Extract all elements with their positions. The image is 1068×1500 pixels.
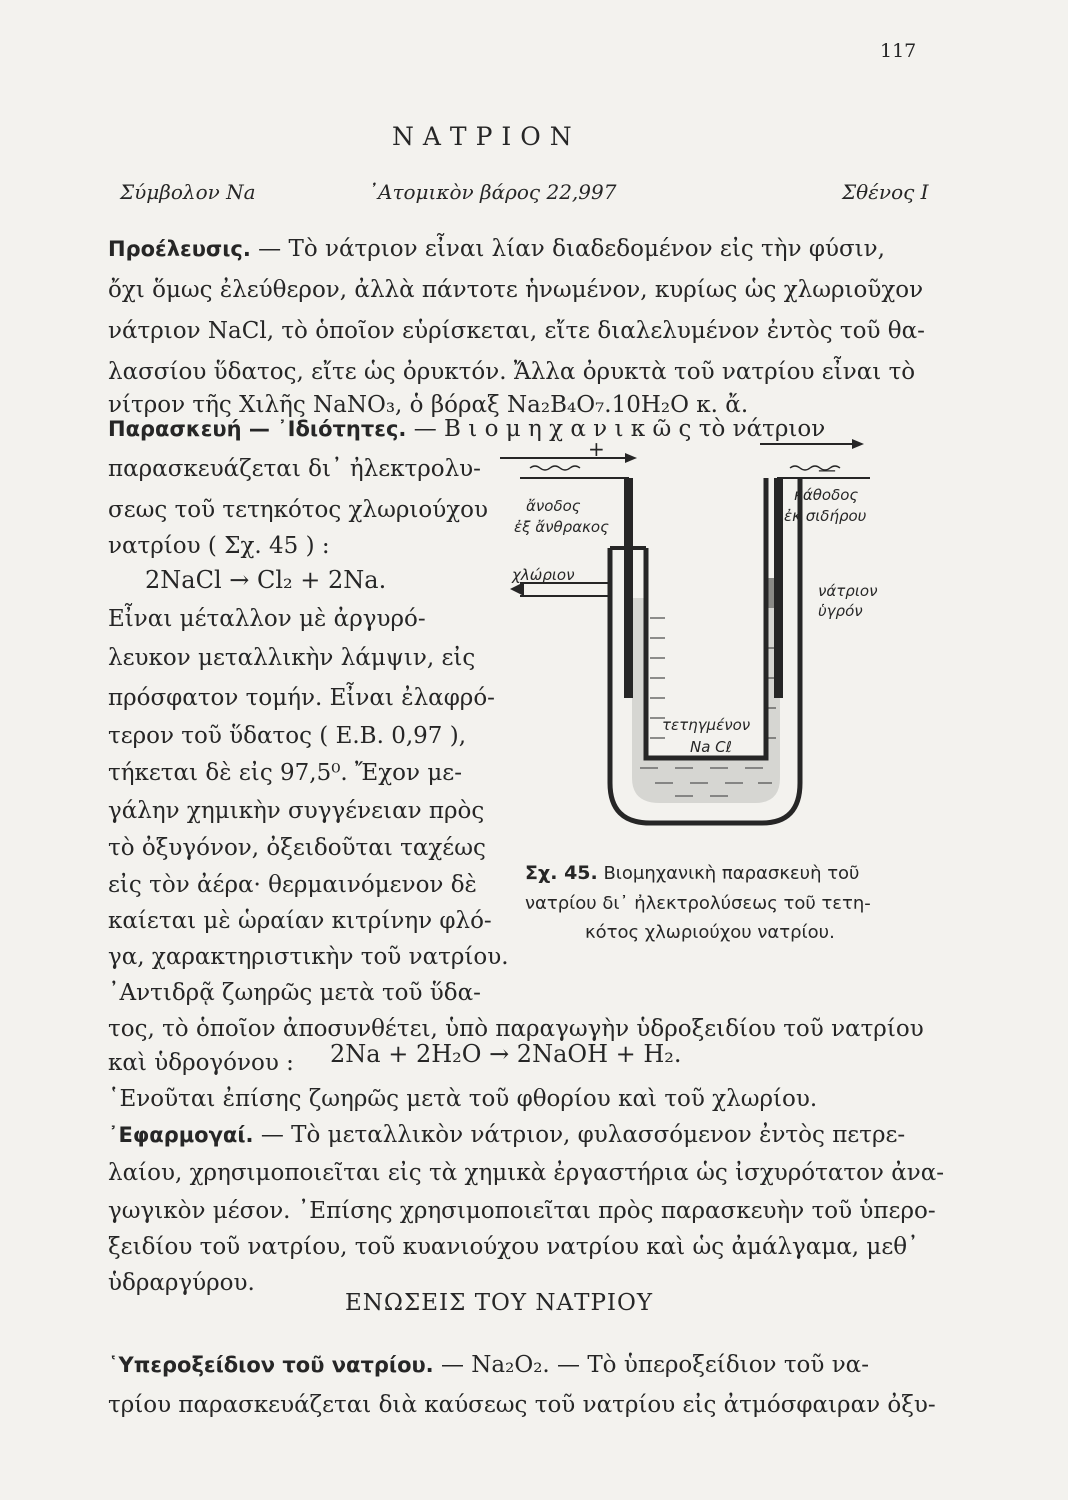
- preparation-line: νατρίου ( Σχ. 45 ) :: [108, 533, 330, 559]
- figure-caption-label: Σχ. 45.: [525, 862, 598, 884]
- electrolysis-equation: 2NaCl → Cl₂ + 2Na.: [145, 566, 387, 594]
- property-line: τὸ ὀξυγόνον, ὀξειδοῦται ταχέως: [108, 835, 486, 861]
- preparation-line: παρασκευάζεται δι᾿ ἠλεκτρολυ-: [108, 456, 481, 482]
- anode-label: ἄνοδος: [526, 497, 581, 515]
- molten-nacl: [632, 578, 780, 803]
- water-reaction-equation: 2Na + 2H₂O → 2NaOH + H₂.: [330, 1040, 682, 1068]
- preparation-heading: Παρασκευή — ᾿Ιδιότητες.: [108, 417, 407, 441]
- figure-caption-line: Σχ. 45. Βιομηχανικὴ παρασκευὴ τοῦ: [525, 862, 860, 884]
- property-line: καίεται μὲ ὡραίαν κιτρίνην φλό-: [108, 908, 492, 934]
- property-line: γάλην χημικὴν συγγένειαν πρὸς: [108, 798, 485, 824]
- origin-line: νάτριον NaCl, τὸ ὁποῖον εὑρίσκεται, εἴτε διαλελυμένον ἐντὸς τοῦ θα-: [108, 318, 925, 344]
- peroxide-line: τρίου παρασκευάζεται διὰ καύσεως τοῦ νατρίου εἰς ἀτμόσφαιραν ὀξυ-: [108, 1392, 936, 1418]
- preparation-line: τος, τὸ ὁποῖον ἀποσυνθέτει, ὑπὸ παραγωγὴν ὑδροξειδίου τοῦ νατρίου: [108, 1016, 924, 1042]
- carbon-anode-rod: [624, 478, 633, 698]
- uses-line: ὑδραργύρου.: [108, 1270, 255, 1296]
- preparation-line: Παρασκευή — ᾿Ιδιότητες. — Β ι ο μ η χ α ν ι κ ῶ ς τὸ νάτριον: [108, 416, 826, 442]
- chlorine-arrow: [510, 582, 524, 596]
- anode-material-label: ἐξ ἄνθρακος: [514, 518, 609, 536]
- origin-line: νίτρον τῆς Χιλῆς NaNO₃, ὁ βόραξ Na₂B₄O₇.10H₂O κ. ἄ.: [108, 392, 749, 418]
- figure-caption-line: κότος χλωριούχου νατρίου.: [585, 922, 835, 943]
- nacl-label: Na Cℓ: [690, 738, 732, 756]
- anode-current-arrow: [500, 453, 637, 463]
- uses-heading: ᾿Εφαρμογαί.: [108, 1123, 254, 1147]
- uses-line: λαίου, χρησιμοποιεῖται εἰς τὰ χημικὰ ἐργαστήρια ὡς ἰσχυρότατον ἀνα-: [108, 1160, 945, 1186]
- figure-caption-line: νατρίου δι᾿ ἠλεκτρολύσεως τοῦ τετη-: [525, 893, 871, 914]
- uses-line: ᾿Εφαρμογαί. — Τὸ μεταλλικὸν νάτριον, φυλασσόμενον ἐντὸς πετρε-: [108, 1122, 906, 1148]
- iron-cathode-rod: [774, 478, 783, 698]
- property-line: γα, χαρακτηριστικὴν τοῦ νατρίου.: [108, 944, 509, 970]
- sodium-label: νάτριον: [818, 582, 878, 600]
- molten-label: τετηγμένον: [662, 716, 751, 734]
- atomic-weight-label: ᾿Ατομικὸν βάρος 22,997: [368, 180, 617, 204]
- property-line: ᾿Αντιδρᾷ ζωηρῶς μετὰ τοῦ ὕδα-: [108, 980, 481, 1006]
- uses-line: ξειδίου τοῦ νατρίου, τοῦ κυανιούχου νατρίου καὶ ὡς ἀμάλγαμα, μεθ᾿: [108, 1234, 919, 1260]
- minus-sign: —: [818, 460, 836, 481]
- cathode-current-arrow: [760, 439, 864, 449]
- valence-label: Σθένος Ι: [842, 180, 929, 204]
- origin-line: ὄχι ὅμως ἐλεύθερον, ἀλλὰ πάντοτε ἡνωμένον, κυρίως ὡς χλωριοῦχον: [108, 277, 924, 303]
- origin-line: λασσίου ὕδατος, εἴτε ὡς ὀρυκτόν. Ἄλλα ὀρυκτὰ τοῦ νατρίου εἶναι τὸ: [108, 359, 916, 385]
- section-title: ΕΝΩΣΕΙΣ ΤΟΥ ΝΑΤΡΙΟΥ: [345, 1290, 654, 1316]
- cathode-label: κάθοδος: [794, 486, 859, 504]
- property-line: λευκον μεταλλικὴν λάμψιν, εἰς: [108, 645, 476, 671]
- anode-wire-squiggle: [530, 466, 580, 470]
- chapter-title: ΝΑΤΡΙΟΝ: [392, 122, 581, 151]
- origin-line: Προέλευσις. — Τὸ νάτριον εἶναι λίαν διαδεδομένον εἰς τὴν φύσιν,: [108, 236, 885, 262]
- property-line: τήκεται δὲ εἰς 97,5⁰. Ἔχον με-: [108, 760, 462, 786]
- property-line: εἰς τὸν ἀέρα· θερμαινόμενον δὲ: [108, 872, 477, 898]
- preparation-line: ῾Ενοῦται ἐπίσης ζωηρῶς μετὰ τοῦ φθορίου καὶ τοῦ χλωρίου.: [108, 1086, 818, 1112]
- peroxide-line: ῾Υπεροξείδιον τοῦ νατρίου. — Na₂O₂. — Τὸ ὑπεροξείδιον τοῦ να-: [108, 1352, 869, 1378]
- chlorine-label: χλώριον: [512, 566, 575, 584]
- electrolysis-diagram: [500, 418, 900, 838]
- cathode-material-label: ἐκ σιδήρου: [784, 507, 867, 525]
- property-line: τερον τοῦ ὕδατος ( Ε.Β. 0,97 ),: [108, 723, 467, 749]
- symbol-label: Σύμβολον Na: [120, 180, 256, 204]
- preparation-line: σεως τοῦ τετηκότος χλωριούχου: [108, 497, 488, 523]
- preparation-line: καὶ ὑδρογόνου :: [108, 1050, 294, 1076]
- sodium-liquid-label: ὑγρόν: [818, 602, 863, 620]
- origin-heading: Προέλευσις.: [108, 237, 251, 261]
- page-number: 117: [880, 40, 917, 62]
- peroxide-heading: ῾Υπεροξείδιον τοῦ νατρίου.: [108, 1353, 434, 1377]
- plus-sign: +: [588, 437, 605, 461]
- chlorine-outlet-tube: [520, 583, 610, 596]
- uses-line: γωγικὸν μέσον. ᾿Επίσης χρησιμοποιεῖται πρὸς παρασκευὴν τοῦ ὑπερο-: [108, 1198, 936, 1224]
- property-line: πρόσφατον τομήν. Εἶναι ἐλαφρό-: [108, 685, 495, 711]
- property-line: Εἶναι μέταλλον μὲ ἀργυρό-: [108, 606, 426, 632]
